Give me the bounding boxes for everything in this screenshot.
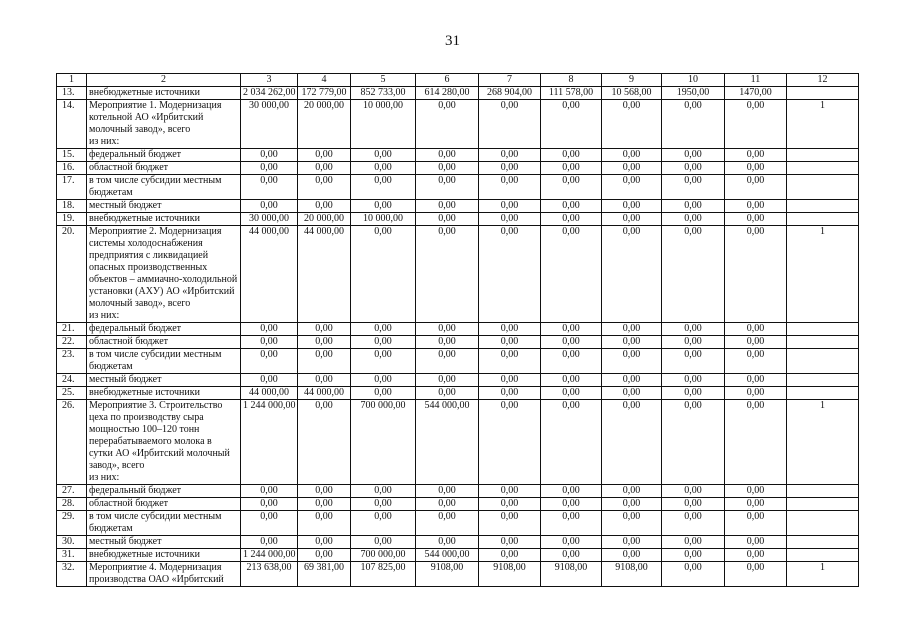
row-description-text: областной бюджет — [89, 162, 169, 173]
value-cell: 0,00 — [541, 149, 602, 162]
row-description — [87, 149, 241, 162]
table-row — [57, 549, 859, 562]
value-cell: 0,00 — [662, 336, 725, 349]
value-cell: 0,00 — [602, 323, 662, 336]
value-cell: 0,00 — [241, 336, 298, 349]
value-cell: 0,00 — [541, 100, 602, 149]
value-cell: 0,00 — [541, 387, 602, 400]
header-cell: 6 — [416, 74, 479, 87]
value-cell: 0,00 — [541, 498, 602, 511]
column-12-cell — [787, 213, 859, 226]
row-description-text: местный бюджет — [89, 374, 162, 385]
value-cell: 0,00 — [602, 485, 662, 498]
value-cell: 0,00 — [725, 400, 787, 485]
row-number: 20. — [57, 226, 87, 323]
header-cell: 4 — [298, 74, 351, 87]
row-description — [87, 213, 241, 226]
value-cell: 0,00 — [662, 162, 725, 175]
row-description-text: областной бюджет — [89, 336, 169, 347]
row-number: 22. — [57, 336, 87, 349]
column-12-cell — [787, 149, 859, 162]
value-cell: 2 034 262,00 — [241, 87, 298, 100]
row-description-text: Мероприятие 3. Строительство цеха по производству сыра мощностью 100–120 тонн перерабатываемого молока в сутки АО «Ирбитский молочный завод», всего — [89, 400, 230, 471]
value-cell: 0,00 — [541, 213, 602, 226]
value-cell: 0,00 — [725, 498, 787, 511]
value-cell: 0,00 — [416, 226, 479, 323]
value-cell: 0,00 — [351, 162, 416, 175]
row-number: 14. — [57, 100, 87, 149]
value-cell: 0,00 — [662, 511, 725, 536]
value-cell: 0,00 — [298, 536, 351, 549]
header-cell: 9 — [602, 74, 662, 87]
row-subheading: из них: — [89, 136, 120, 147]
value-cell: 0,00 — [241, 485, 298, 498]
value-cell: 0,00 — [725, 387, 787, 400]
value-cell: 0,00 — [541, 162, 602, 175]
value-cell: 0,00 — [602, 349, 662, 374]
value-cell: 0,00 — [479, 511, 541, 536]
value-cell: 0,00 — [602, 498, 662, 511]
value-cell: 0,00 — [725, 549, 787, 562]
value-cell: 1 244 000,00 — [241, 400, 298, 485]
value-cell: 0,00 — [662, 323, 725, 336]
table-row — [57, 349, 859, 374]
value-cell: 111 578,00 — [541, 87, 602, 100]
value-cell: 0,00 — [602, 511, 662, 536]
value-cell: 0,00 — [351, 175, 416, 200]
row-number: 18. — [57, 200, 87, 213]
value-cell: 0,00 — [662, 149, 725, 162]
value-cell: 44 000,00 — [241, 387, 298, 400]
value-cell: 0,00 — [479, 536, 541, 549]
row-number: 26. — [57, 400, 87, 485]
value-cell: 0,00 — [298, 485, 351, 498]
value-cell: 0,00 — [416, 213, 479, 226]
value-cell: 0,00 — [602, 200, 662, 213]
row-number: 21. — [57, 323, 87, 336]
column-12-cell — [787, 498, 859, 511]
value-cell: 0,00 — [479, 549, 541, 562]
row-description — [87, 349, 241, 374]
value-cell: 0,00 — [602, 226, 662, 323]
value-cell: 0,00 — [479, 323, 541, 336]
value-cell: 0,00 — [662, 400, 725, 485]
value-cell: 0,00 — [541, 323, 602, 336]
column-12-cell — [787, 87, 859, 100]
row-description-text: в том числе субсидии местным бюджетам — [89, 349, 222, 372]
value-cell: 69 381,00 — [298, 562, 351, 587]
value-cell: 172 779,00 — [298, 87, 351, 100]
value-cell: 0,00 — [416, 485, 479, 498]
table-row — [57, 400, 859, 485]
value-cell: 0,00 — [416, 336, 479, 349]
value-cell: 0,00 — [351, 374, 416, 387]
value-cell: 0,00 — [479, 226, 541, 323]
value-cell: 0,00 — [298, 162, 351, 175]
row-description-text: Мероприятие 4. Модернизация производства ОАО «Ирбитский — [89, 562, 224, 585]
value-cell: 0,00 — [541, 226, 602, 323]
value-cell: 0,00 — [602, 213, 662, 226]
value-cell: 0,00 — [662, 485, 725, 498]
value-cell: 0,00 — [351, 485, 416, 498]
value-cell: 1950,00 — [662, 87, 725, 100]
value-cell: 0,00 — [241, 175, 298, 200]
value-cell: 0,00 — [416, 175, 479, 200]
value-cell: 0,00 — [479, 387, 541, 400]
header-cell: 10 — [662, 74, 725, 87]
value-cell: 700 000,00 — [351, 400, 416, 485]
column-12-cell — [787, 336, 859, 349]
column-12-cell: 1 — [787, 226, 859, 323]
value-cell: 10 000,00 — [351, 213, 416, 226]
table-row — [57, 323, 859, 336]
value-cell: 0,00 — [541, 336, 602, 349]
value-cell: 0,00 — [662, 549, 725, 562]
value-cell: 0,00 — [725, 175, 787, 200]
value-cell: 0,00 — [298, 511, 351, 536]
row-description — [87, 400, 241, 485]
table-row — [57, 485, 859, 498]
value-cell: 0,00 — [541, 485, 602, 498]
row-description — [87, 200, 241, 213]
value-cell: 0,00 — [351, 349, 416, 374]
value-cell: 544 000,00 — [416, 400, 479, 485]
value-cell: 0,00 — [725, 349, 787, 374]
value-cell: 0,00 — [479, 213, 541, 226]
column-12-cell: 1 — [787, 100, 859, 149]
value-cell: 0,00 — [662, 175, 725, 200]
table-row — [57, 100, 859, 149]
value-cell: 0,00 — [351, 387, 416, 400]
value-cell: 0,00 — [479, 336, 541, 349]
table-row — [57, 336, 859, 349]
row-description — [87, 162, 241, 175]
row-description-text: местный бюджет — [89, 536, 162, 547]
value-cell: 0,00 — [662, 536, 725, 549]
value-cell: 44 000,00 — [298, 226, 351, 323]
value-cell: 0,00 — [725, 162, 787, 175]
table-row — [57, 562, 859, 587]
value-cell: 0,00 — [416, 149, 479, 162]
value-cell: 0,00 — [662, 226, 725, 323]
row-number: 28. — [57, 498, 87, 511]
value-cell: 0,00 — [662, 374, 725, 387]
header-cell: 8 — [541, 74, 602, 87]
row-number: 23. — [57, 349, 87, 374]
table-row — [57, 387, 859, 400]
value-cell: 0,00 — [725, 536, 787, 549]
row-number: 32. — [57, 562, 87, 587]
column-12-cell — [787, 175, 859, 200]
value-cell: 0,00 — [479, 349, 541, 374]
row-number: 24. — [57, 374, 87, 387]
value-cell: 0,00 — [541, 536, 602, 549]
header-cell: 7 — [479, 74, 541, 87]
value-cell: 0,00 — [416, 536, 479, 549]
header-cell: 1 — [57, 74, 87, 87]
header-cell: 2 — [87, 74, 241, 87]
row-description — [87, 511, 241, 536]
row-description — [87, 336, 241, 349]
row-description — [87, 226, 241, 323]
table-row — [57, 200, 859, 213]
value-cell: 0,00 — [241, 536, 298, 549]
header-cell: 12 — [787, 74, 859, 87]
row-description — [87, 175, 241, 200]
value-cell: 0,00 — [602, 100, 662, 149]
value-cell: 0,00 — [602, 536, 662, 549]
value-cell: 0,00 — [602, 387, 662, 400]
value-cell: 10 568,00 — [602, 87, 662, 100]
value-cell: 0,00 — [725, 336, 787, 349]
value-cell: 0,00 — [298, 374, 351, 387]
value-cell: 700 000,00 — [351, 549, 416, 562]
header-cell: 11 — [725, 74, 787, 87]
value-cell: 0,00 — [416, 100, 479, 149]
value-cell: 0,00 — [662, 498, 725, 511]
table-row — [57, 536, 859, 549]
value-cell: 0,00 — [416, 387, 479, 400]
table-row — [57, 498, 859, 511]
row-description — [87, 374, 241, 387]
row-number: 30. — [57, 536, 87, 549]
row-description-text: внебюджетные источники — [89, 213, 200, 224]
row-number: 16. — [57, 162, 87, 175]
value-cell: 0,00 — [479, 149, 541, 162]
row-description — [87, 485, 241, 498]
table-row — [57, 374, 859, 387]
row-description-text: в том числе субсидии местным бюджетам — [89, 511, 222, 534]
row-description — [87, 387, 241, 400]
value-cell: 0,00 — [479, 374, 541, 387]
value-cell: 0,00 — [241, 162, 298, 175]
value-cell: 0,00 — [725, 200, 787, 213]
value-cell: 20 000,00 — [298, 100, 351, 149]
row-number: 19. — [57, 213, 87, 226]
row-description — [87, 498, 241, 511]
value-cell: 0,00 — [351, 226, 416, 323]
column-12-cell — [787, 549, 859, 562]
row-description — [87, 536, 241, 549]
value-cell: 9108,00 — [479, 562, 541, 587]
column-12-cell: 1 — [787, 562, 859, 587]
value-cell: 0,00 — [602, 162, 662, 175]
value-cell: 0,00 — [479, 400, 541, 485]
value-cell: 30 000,00 — [241, 100, 298, 149]
value-cell: 0,00 — [602, 549, 662, 562]
value-cell: 0,00 — [662, 200, 725, 213]
value-cell: 0,00 — [241, 511, 298, 536]
table-row — [57, 162, 859, 175]
value-cell: 0,00 — [351, 200, 416, 213]
row-subheading: из них: — [89, 310, 120, 321]
value-cell: 0,00 — [298, 200, 351, 213]
value-cell: 0,00 — [602, 400, 662, 485]
value-cell: 0,00 — [298, 175, 351, 200]
value-cell: 0,00 — [416, 200, 479, 213]
value-cell: 0,00 — [725, 562, 787, 587]
value-cell: 0,00 — [416, 323, 479, 336]
row-number: 27. — [57, 485, 87, 498]
column-12-cell: 1 — [787, 400, 859, 485]
table-row — [57, 511, 859, 536]
row-description-text: Мероприятие 1. Модернизация котельной АО «Ирбитский молочный завод», всего — [89, 100, 222, 135]
row-description-text: внебюджетные источники — [89, 549, 200, 560]
value-cell: 0,00 — [602, 374, 662, 387]
table-row — [57, 149, 859, 162]
column-12-cell — [787, 162, 859, 175]
row-description-text: областной бюджет — [89, 498, 169, 509]
value-cell: 0,00 — [298, 349, 351, 374]
value-cell: 0,00 — [541, 549, 602, 562]
column-12-cell — [787, 511, 859, 536]
value-cell: 0,00 — [241, 349, 298, 374]
value-cell: 0,00 — [725, 100, 787, 149]
value-cell: 0,00 — [298, 400, 351, 485]
value-cell: 544 000,00 — [416, 549, 479, 562]
value-cell: 107 825,00 — [351, 562, 416, 587]
value-cell: 0,00 — [602, 336, 662, 349]
row-description — [87, 100, 241, 149]
value-cell: 0,00 — [416, 162, 479, 175]
row-description-text: внебюджетные источники — [89, 87, 200, 98]
value-cell: 0,00 — [351, 511, 416, 536]
value-cell: 0,00 — [662, 562, 725, 587]
row-description-text: местный бюджет — [89, 200, 162, 211]
value-cell: 0,00 — [298, 149, 351, 162]
column-12-cell — [787, 349, 859, 374]
value-cell: 0,00 — [602, 175, 662, 200]
value-cell: 0,00 — [416, 374, 479, 387]
row-number: 13. — [57, 87, 87, 100]
table-row — [57, 175, 859, 200]
value-cell: 0,00 — [479, 200, 541, 213]
value-cell: 0,00 — [298, 323, 351, 336]
value-cell: 213 638,00 — [241, 562, 298, 587]
row-number: 15. — [57, 149, 87, 162]
value-cell: 0,00 — [479, 100, 541, 149]
value-cell: 0,00 — [725, 374, 787, 387]
value-cell: 0,00 — [298, 498, 351, 511]
row-description — [87, 562, 241, 587]
value-cell: 0,00 — [298, 549, 351, 562]
table-row — [57, 213, 859, 226]
value-cell: 0,00 — [298, 336, 351, 349]
value-cell: 0,00 — [351, 336, 416, 349]
value-cell: 268 904,00 — [479, 87, 541, 100]
header-row — [57, 74, 859, 87]
value-cell: 9108,00 — [602, 562, 662, 587]
value-cell: 0,00 — [351, 536, 416, 549]
column-12-cell — [787, 374, 859, 387]
value-cell: 0,00 — [725, 213, 787, 226]
header-cell: 3 — [241, 74, 298, 87]
value-cell: 614 280,00 — [416, 87, 479, 100]
row-number: 25. — [57, 387, 87, 400]
row-subheading: из них: — [89, 472, 120, 483]
value-cell: 0,00 — [541, 374, 602, 387]
value-cell: 9108,00 — [416, 562, 479, 587]
column-12-cell — [787, 323, 859, 336]
value-cell: 0,00 — [479, 175, 541, 200]
value-cell: 0,00 — [541, 400, 602, 485]
row-number: 31. — [57, 549, 87, 562]
row-description — [87, 87, 241, 100]
row-description-text: федеральный бюджет — [89, 149, 182, 160]
value-cell: 0,00 — [351, 323, 416, 336]
value-cell: 1470,00 — [725, 87, 787, 100]
row-number: 17. — [57, 175, 87, 200]
value-cell: 0,00 — [725, 485, 787, 498]
table-row — [57, 87, 859, 100]
row-description — [87, 323, 241, 336]
page-number: 31 — [445, 33, 460, 49]
row-description — [87, 549, 241, 562]
value-cell: 0,00 — [662, 213, 725, 226]
value-cell: 0,00 — [541, 511, 602, 536]
value-cell: 0,00 — [416, 511, 479, 536]
value-cell: 0,00 — [351, 498, 416, 511]
value-cell: 0,00 — [416, 498, 479, 511]
row-description-text: федеральный бюджет — [89, 323, 182, 334]
value-cell: 0,00 — [541, 200, 602, 213]
row-number: 29. — [57, 511, 87, 536]
value-cell: 0,00 — [662, 349, 725, 374]
value-cell: 0,00 — [725, 226, 787, 323]
value-cell: 9108,00 — [541, 562, 602, 587]
value-cell: 0,00 — [241, 498, 298, 511]
value-cell: 44 000,00 — [298, 387, 351, 400]
value-cell: 0,00 — [241, 323, 298, 336]
value-cell: 30 000,00 — [241, 213, 298, 226]
value-cell: 44 000,00 — [241, 226, 298, 323]
column-12-cell — [787, 536, 859, 549]
value-cell: 0,00 — [351, 149, 416, 162]
row-description-text: федеральный бюджет — [89, 485, 182, 496]
value-cell: 0,00 — [602, 149, 662, 162]
budget-table — [56, 73, 859, 587]
row-description-text: Мероприятие 2. Модернизация системы холодоснабжения предприятия с ликвидацией опасных производственных объектов – аммиачно-холодильной установки (АХУ) АО «Ирбитский молочный завод», всего — [89, 226, 238, 309]
value-cell: 0,00 — [479, 162, 541, 175]
table-row — [57, 226, 859, 323]
value-cell: 0,00 — [241, 149, 298, 162]
value-cell: 1 244 000,00 — [241, 549, 298, 562]
value-cell: 0,00 — [416, 349, 479, 374]
row-description-text: в том числе субсидии местным бюджетам — [89, 175, 222, 198]
value-cell: 852 733,00 — [351, 87, 416, 100]
header-cell: 5 — [351, 74, 416, 87]
value-cell: 10 000,00 — [351, 100, 416, 149]
value-cell: 0,00 — [241, 374, 298, 387]
row-description-text: внебюджетные источники — [89, 387, 200, 398]
column-12-cell — [787, 485, 859, 498]
value-cell: 0,00 — [662, 387, 725, 400]
value-cell: 20 000,00 — [298, 213, 351, 226]
value-cell: 0,00 — [725, 149, 787, 162]
value-cell: 0,00 — [479, 498, 541, 511]
column-12-cell — [787, 387, 859, 400]
value-cell: 0,00 — [541, 175, 602, 200]
value-cell: 0,00 — [725, 323, 787, 336]
value-cell: 0,00 — [662, 100, 725, 149]
value-cell: 0,00 — [479, 485, 541, 498]
value-cell: 0,00 — [541, 349, 602, 374]
value-cell: 0,00 — [241, 200, 298, 213]
column-12-cell — [787, 200, 859, 213]
value-cell: 0,00 — [725, 511, 787, 536]
